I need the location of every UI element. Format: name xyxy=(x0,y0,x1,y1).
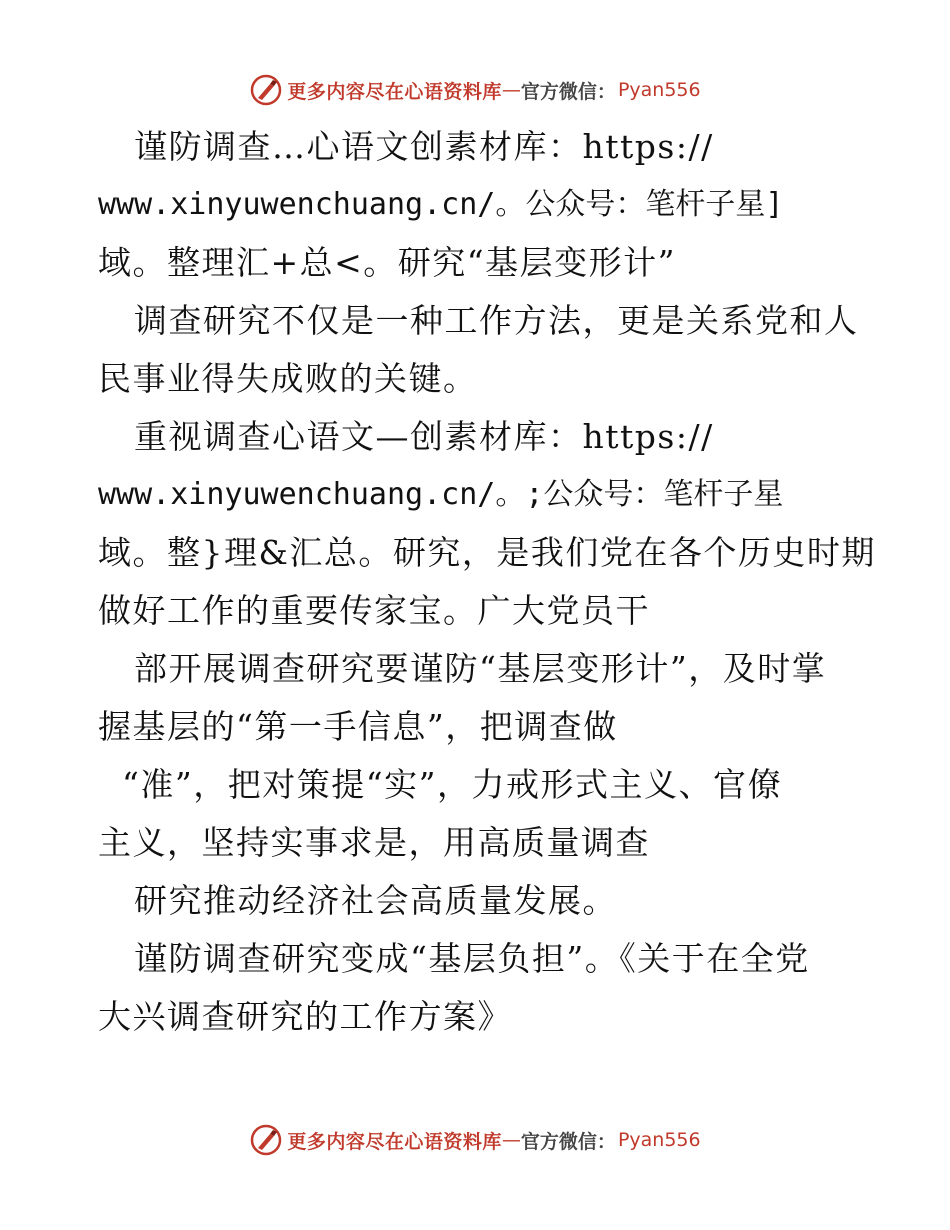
banner-wechat-label: 官方微信： xyxy=(520,1130,616,1153)
text-line: www.xinyuwenchuang.cn/。公众号：笔杆子星] xyxy=(98,187,784,222)
text-line: 重视调查心语文—创素材库：https:// xyxy=(134,417,714,456)
text-line: 主义，坚持实事求是，用高质量调查 xyxy=(98,823,650,862)
text-line: 域。整}理&汇总。研究，是我们党在各个历史时期 xyxy=(98,533,876,572)
text-line: 谨防调查…心语文创素材库：https:// xyxy=(134,127,714,166)
banner-wechat-id: Pyan556 xyxy=(617,1129,701,1151)
text-line: 谨防调查研究变成“基层负担”。《关于在全党 xyxy=(134,939,810,978)
banner-separator: — xyxy=(501,79,521,101)
pen-nib-logo-icon xyxy=(249,73,283,107)
text-line: 调查研究不仅是一种工作方法，更是关系党和人 xyxy=(134,301,859,340)
text-line: 部开展调查研究要谨防“基层变形计”，及时掌 xyxy=(134,649,827,688)
text-line: 做好工作的重要传家宝。广大党员干 xyxy=(98,591,650,630)
text-line: 域。整理汇+总<。研究“基层变形计” xyxy=(98,243,677,282)
text-line: www.xinyuwenchuang.cn/。;公众号：笔杆子星 xyxy=(98,477,784,512)
banner-main-text: 更多内容尽在心语资料库 xyxy=(287,80,502,103)
text-line: 研究推动经济社会高质量发展。 xyxy=(134,881,617,920)
banner-wechat-label: 官方微信： xyxy=(520,80,616,103)
footer-banner xyxy=(0,1120,950,1160)
text-line: 大兴调查研究的工作方案》 xyxy=(98,997,512,1036)
text-line: 民事业得失成败的关键。 xyxy=(98,359,478,398)
header-banner xyxy=(0,70,950,110)
banner-main-text: 更多内容尽在心语资料库 xyxy=(287,1130,502,1153)
text-line: “准”，把对策提“实”，力戒形式主义、官僚 xyxy=(122,765,782,804)
banner-wechat-id: Pyan556 xyxy=(617,79,701,101)
text-line: 握基层的“第一手信息”，把调查做 xyxy=(98,707,618,746)
document-body xyxy=(98,118,876,1046)
banner-separator: — xyxy=(501,1129,521,1151)
pen-nib-logo-icon xyxy=(249,1123,283,1157)
